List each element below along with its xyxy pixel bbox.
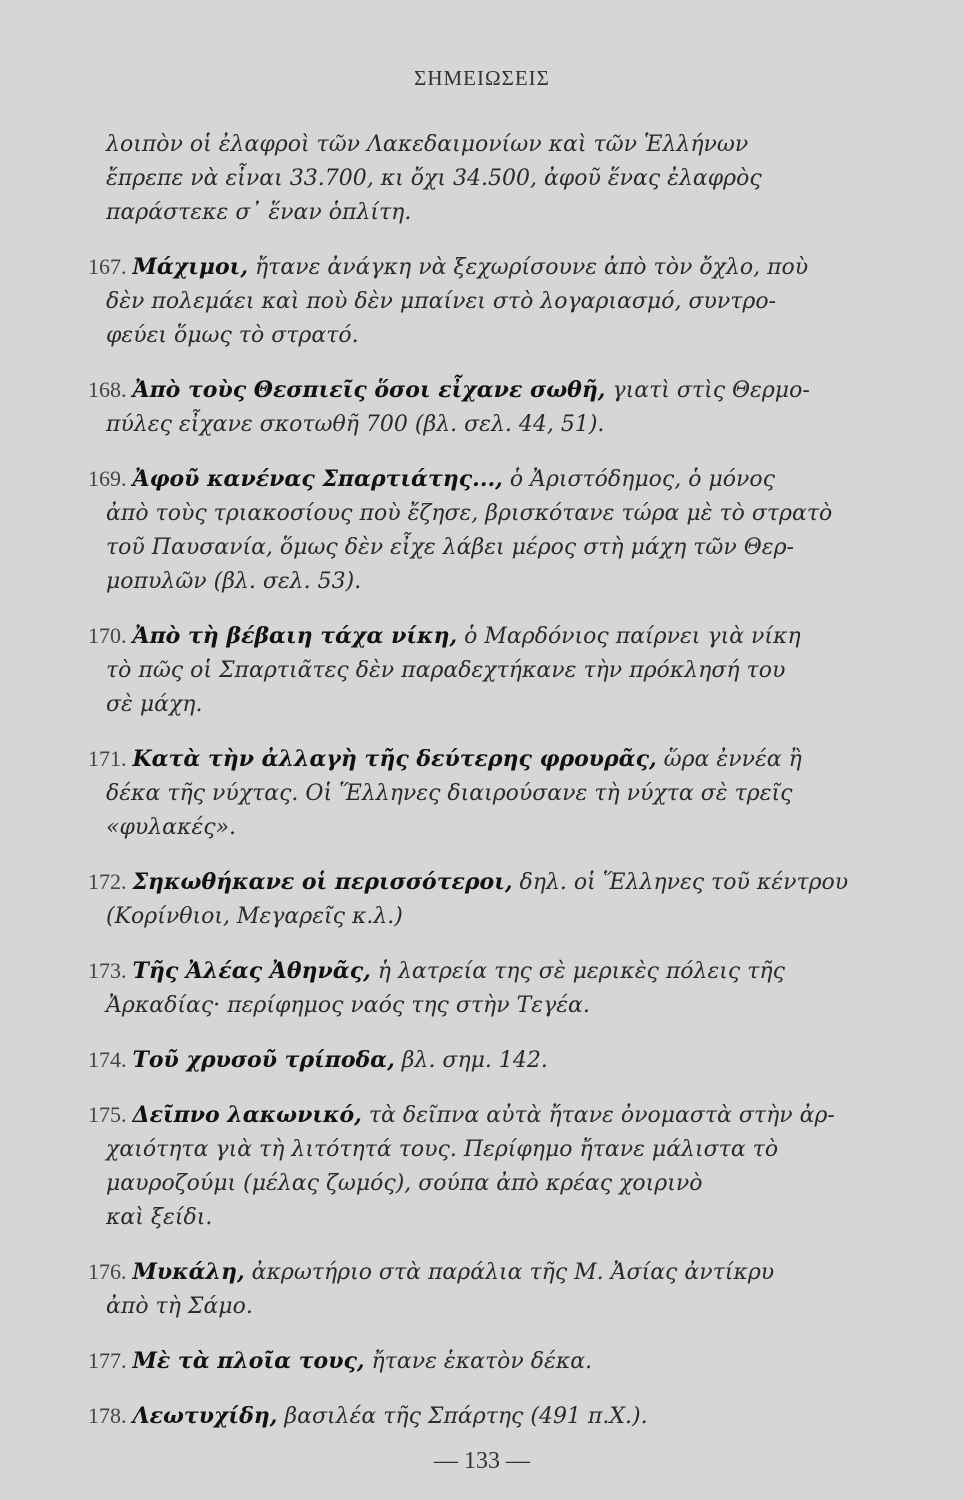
footnote-line: (Κορίνθιοι, Μεγαρεῖς κ.λ.) — [106, 904, 403, 929]
footnote-text: ἤτανε ἀνάγκη νὰ ξεχωρίσουνε ἀπὸ τὸν ὄχλο, ποὺ — [254, 255, 809, 280]
footnote-lemma: Μάχιμοι, — [132, 254, 248, 280]
footnote-lemma: Τῆς Ἀλέας Ἀθηνᾶς, — [132, 958, 371, 984]
footnote-text: ὁ Μαρδόνιος παίρνει γιὰ νίκη — [464, 624, 801, 649]
footnote-number: 176. — [88, 1259, 127, 1284]
footnote-lemma: Λεωτυχίδη, — [132, 1403, 278, 1429]
footnote-line: μαυροζούμι (μέλας ζωμός), σούπα ἀπὸ κρέας χοιρινὸ — [106, 1171, 703, 1196]
footnote-text: γιατὶ στὶς Θερμο- — [612, 378, 810, 403]
footnote — [88, 250, 878, 353]
continuation-line: παράστεκε σ᾿ ἕναν ὁπλίτη. — [106, 200, 412, 225]
notes-section — [88, 128, 878, 1454]
footnote-text: τὰ δεῖπνα αὐτὰ ἤτανε ὀνομαστὰ στὴν ἀρ- — [368, 1103, 835, 1128]
footnote-first-line — [88, 250, 878, 285]
footnote-number: 177. — [88, 1348, 127, 1373]
footnote-number: 167. — [88, 254, 127, 279]
footnote-first-line — [88, 619, 878, 654]
footnote-line: πύλες εἶχανε σκοτωθῆ 700 (βλ. σελ. 44, 51). — [106, 412, 605, 437]
footnote-first-line — [88, 954, 878, 989]
footnote — [88, 1255, 878, 1324]
footnote-number: 174. — [88, 1047, 127, 1072]
footnote-line: Ἀρκαδίας· περίφημος ναός της στὴν Τεγέα. — [106, 993, 590, 1018]
footnote-text: βλ. σημ. 142. — [401, 1048, 548, 1073]
footnote-line: δέκα τῆς νύχτας. Οἱ Ἕλληνες διαιρούσανε τὴ νύχτα σὲ τρεῖς — [106, 781, 793, 806]
footnote-line: φεύει ὅμως τὸ στρατό. — [106, 323, 359, 348]
footnote-number: 173. — [88, 958, 127, 983]
footnote-line: σὲ μάχη. — [106, 692, 203, 717]
footnote — [88, 462, 878, 599]
footnote — [88, 1344, 878, 1379]
footnote-first-line — [88, 1255, 878, 1290]
footnote — [88, 373, 878, 442]
footnote-first-line — [88, 373, 878, 408]
footnote-first-line — [88, 462, 878, 497]
footnote-first-line — [88, 1098, 878, 1133]
footnote-number: 175. — [88, 1102, 127, 1127]
footnote-lemma: Μὲ τὰ πλοῖα τους, — [132, 1348, 365, 1374]
footnote-text: ἤτανε ἑκατὸν δέκα. — [371, 1349, 593, 1374]
footnote-first-line — [88, 742, 878, 777]
page-number: — 133 — — [434, 1448, 530, 1474]
footnote — [88, 1043, 878, 1078]
footnote-text: ἀκρωτήριο στὰ παράλια τῆς Μ. Ἀσίας ἀντίκρυ — [251, 1260, 775, 1285]
footnote-number: 168. — [88, 377, 127, 402]
footnote-number: 171. — [88, 746, 127, 771]
footnote-line: τὸ πῶς οἱ Σπαρτιᾶτες δὲν παραδεχτήκανε τὴν πρόκλησή του — [106, 658, 786, 683]
footnote-text: δηλ. οἱ Ἕλληνες τοῦ κέντρου — [519, 870, 849, 895]
footnote-line: χαιότητα γιὰ τὴ λιτότητά τους. Περίφημο ἤτανε μάλιστα τὸ — [106, 1137, 779, 1162]
footnote-first-line — [88, 1344, 878, 1379]
footnote-line: τοῦ Παυσανία, ὅμως δὲν εἶχε λάβει μέρος στὴ μάχη τῶν Θερ- — [106, 535, 794, 560]
footnote — [88, 1399, 878, 1434]
footnote — [88, 742, 878, 845]
footnote — [88, 865, 878, 934]
footnote-text: ὁ Ἀριστόδημος, ὁ μόνος — [509, 467, 775, 492]
footnote-lemma: Ἀφοῦ κανένας Σπαρτιάτης..., — [132, 466, 503, 492]
footnote-number: 169. — [88, 466, 127, 491]
footnote-line: καὶ ξείδι. — [106, 1205, 213, 1230]
footnote-lemma: Τοῦ χρυσοῦ τρίποδα, — [132, 1047, 395, 1073]
footnote — [88, 954, 878, 1023]
continuation-line: ἔπρεπε νὰ εἶναι 33.700, κι ὄχι 34.500, ἀφοῦ ἕνας ἐλαφρὸς — [106, 166, 762, 191]
footnote-number: 172. — [88, 869, 127, 894]
footnote-lemma: Ἀπὸ τὴ βέβαιη τάχα νίκη, — [132, 623, 458, 649]
footnote-text: ὥρα ἐννέα ἢ — [663, 747, 802, 772]
footnote-lemma: Σηκωθήκανε οἱ περισσότεροι, — [132, 869, 513, 895]
footnote-number: 178. — [88, 1403, 127, 1428]
footnote — [88, 1098, 878, 1235]
footnote-number: 170. — [88, 623, 127, 648]
footnote-line: μοπυλῶν (βλ. σελ. 53). — [106, 569, 362, 594]
notes-list — [88, 250, 878, 1434]
footnote-line: ἀπὸ τοὺς τριακοσίους ποὺ ἔζησε, βρισκότανε τώρα μὲ τὸ στρατὸ — [106, 501, 833, 526]
footnote-lemma: Μυκάλη, — [132, 1259, 245, 1285]
footnote — [88, 619, 878, 722]
footnote-first-line — [88, 1043, 878, 1078]
footnote-first-line — [88, 1399, 878, 1434]
footnote-text: βασιλέα τῆς Σπάρτης (491 π.Χ.). — [284, 1404, 648, 1429]
running-header: ΣΗΜΕΙΩΣΕΙΣ — [414, 66, 550, 90]
footnote-lemma: Ἀπὸ τοὺς Θεσπιεῖς ὅσοι εἶχανε σωθῆ, — [132, 377, 606, 403]
footnote-line: δὲν πολεμάει καὶ ποὺ δὲν μπαίνει στὸ λογαριασμό, συντρο- — [106, 289, 777, 314]
footnote-lemma: Δεῖπνο λακωνικό, — [132, 1102, 362, 1128]
continuation-text — [88, 128, 878, 230]
footnote-first-line — [88, 865, 878, 900]
footnote-text: ἡ λατρεία της σὲ μερικὲς πόλεις τῆς — [377, 959, 785, 984]
footnote-line: «φυλακές». — [106, 815, 237, 840]
footnote-line: ἀπὸ τὴ Σάμο. — [106, 1294, 253, 1319]
footnote-lemma: Κατὰ τὴν ἀλλαγὴ τῆς δεύτερης φρουρᾶς, — [132, 746, 657, 772]
continuation-line: λοιπὸν οἱ ἐλαφροὶ τῶν Λακεδαιμονίων καὶ τῶν Ἑλλήνων — [106, 132, 749, 157]
